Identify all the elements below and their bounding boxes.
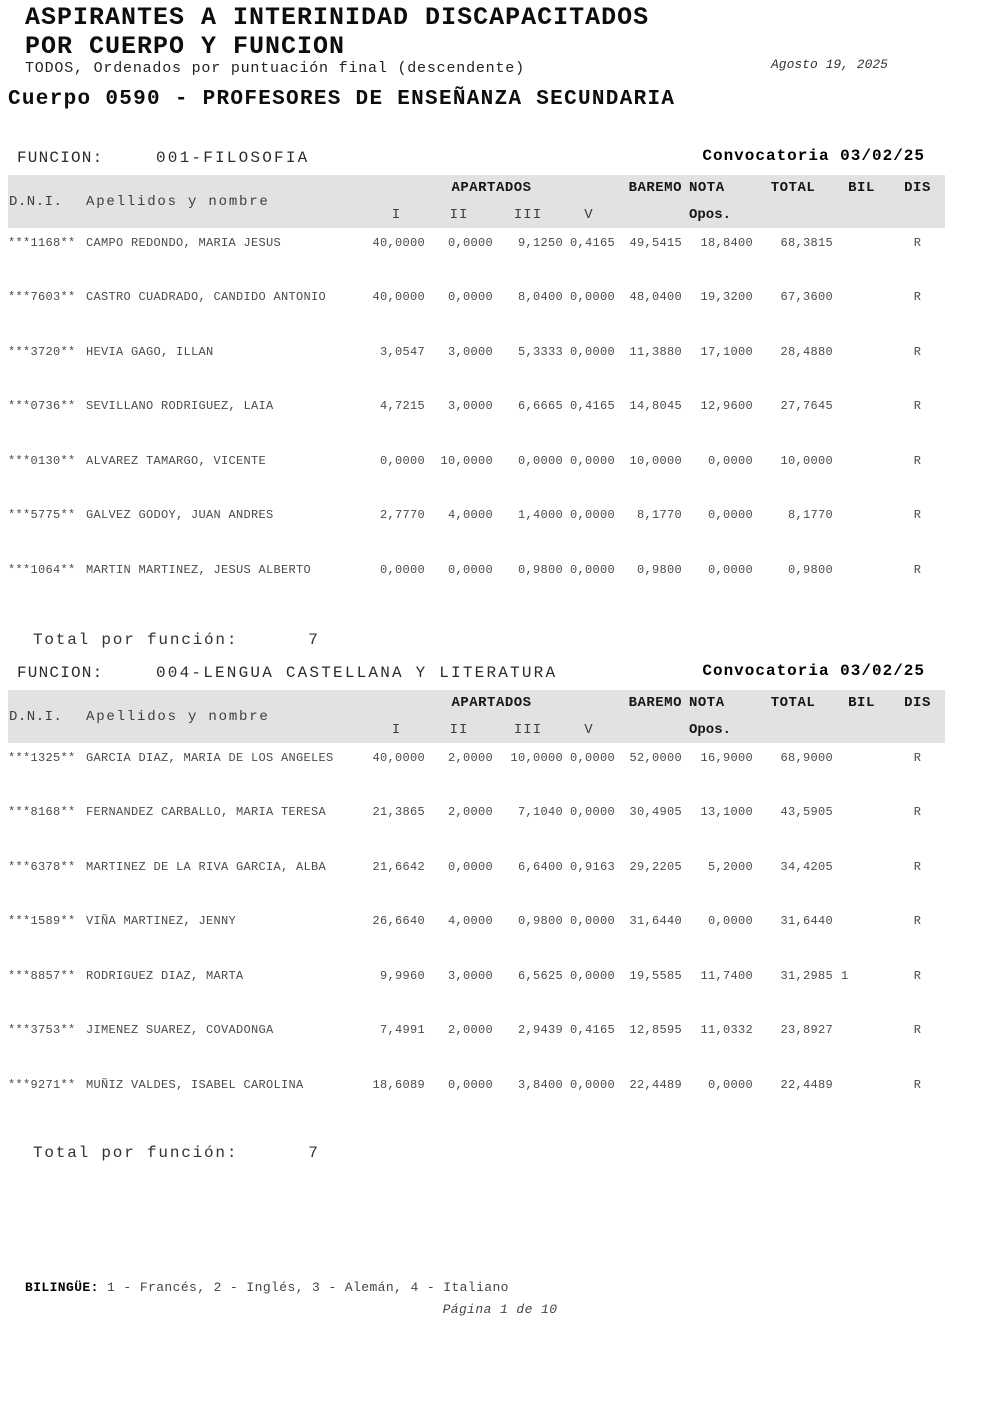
apartado-v-cell: 0,0000 xyxy=(569,453,615,468)
dis-cell: R xyxy=(913,859,922,874)
column-header-iii: III xyxy=(513,206,543,223)
dni-cell: ***3720** xyxy=(8,344,76,359)
baremo-cell: 12,8595 xyxy=(629,1023,682,1038)
total-cell: 68,9000 xyxy=(780,751,833,765)
baremo-cell: 10,0000 xyxy=(629,453,682,468)
table-row xyxy=(8,852,945,906)
name-cell: SEVILLANO RODRIGUEZ, LAIA xyxy=(86,399,274,414)
nota-opos-cell: 11,7400 xyxy=(700,968,753,983)
column-header-apartados: APARTADOS xyxy=(451,695,532,711)
apartado-ii-cell: 0,0000 xyxy=(447,859,493,874)
name-cell: GALVEZ GODOY, JUAN ANDRES xyxy=(86,508,274,523)
dni-cell: ***0130** xyxy=(8,453,76,468)
bil-cell xyxy=(833,914,890,960)
total-cell: 23,8927 xyxy=(780,1023,833,1038)
dni-cell: ***1325** xyxy=(8,751,76,765)
column-header-i: I xyxy=(391,721,402,738)
apartado-i-cell: 40,0000 xyxy=(372,290,425,305)
total-cell: 10,0000 xyxy=(780,453,833,468)
column-header-total: TOTAL xyxy=(770,180,816,196)
apartado-iii-cell: 7,1040 xyxy=(517,805,563,820)
table-row xyxy=(8,337,945,391)
dis-cell: R xyxy=(913,914,922,929)
name-cell: VIÑA MARTINEZ, JENNY xyxy=(86,914,237,929)
nota-opos-cell: 19,3200 xyxy=(700,290,753,305)
table-row xyxy=(8,906,945,960)
page-title-line2: POR CUERPO Y FUNCION xyxy=(25,32,346,61)
apartado-v-cell: 0,4165 xyxy=(569,399,615,414)
apartado-i-cell: 0,0000 xyxy=(379,453,425,468)
name-cell: MARTIN MARTINEZ, JESUS ALBERTO xyxy=(86,562,312,577)
table-body xyxy=(8,743,945,1124)
dni-cell: ***1589** xyxy=(8,914,76,929)
column-header-iii: III xyxy=(513,721,543,738)
apartado-i-cell: 26,6640 xyxy=(372,914,425,929)
page-title-line1: ASPIRANTES A INTERINIDAD DISCAPACITADOS xyxy=(25,3,650,32)
nota-opos-cell: 0,0000 xyxy=(707,508,753,523)
total-por-funcion-1 xyxy=(33,631,320,649)
column-header-v: V xyxy=(584,721,594,738)
table-body xyxy=(8,228,945,609)
apartado-ii-cell: 10,0000 xyxy=(440,453,493,468)
table-row xyxy=(8,500,945,554)
bil-cell xyxy=(833,508,890,554)
column-header-bil: BIL xyxy=(848,695,875,711)
bil-cell xyxy=(833,563,890,609)
dis-cell: R xyxy=(913,805,922,820)
apartado-i-cell: 21,3865 xyxy=(372,805,425,820)
apartado-iii-cell: 2,9439 xyxy=(517,1023,563,1038)
apartado-iii-cell: 10,0000 xyxy=(510,751,563,765)
column-header-opos: Opos. xyxy=(689,721,732,738)
apartado-v-cell: 0,0000 xyxy=(569,562,615,577)
total-cell: 0,9800 xyxy=(787,562,833,577)
name-cell: GARCIA DIAZ, MARIA DE LOS ANGELES xyxy=(86,751,334,765)
nota-opos-cell: 0,0000 xyxy=(707,1077,753,1092)
convocatoria-label: Convocatoria 03/02/25 xyxy=(702,147,925,165)
total-cell: 43,5905 xyxy=(780,805,833,820)
dni-cell: ***0736** xyxy=(8,399,76,414)
baremo-cell: 22,4489 xyxy=(629,1077,682,1092)
apartado-iii-cell: 0,0000 xyxy=(517,453,563,468)
apartado-i-cell: 3,0547 xyxy=(379,344,425,359)
dis-cell: R xyxy=(913,399,922,414)
apartado-i-cell: 40,0000 xyxy=(372,236,425,250)
function-header-line xyxy=(8,660,945,690)
nota-opos-cell: 0,0000 xyxy=(707,453,753,468)
nota-opos-cell: 0,0000 xyxy=(707,562,753,577)
nota-opos-cell: 12,9600 xyxy=(700,399,753,414)
column-header-nota: NOTA xyxy=(689,695,725,711)
apartado-v-cell: 0,0000 xyxy=(569,290,615,305)
bil-cell xyxy=(833,1023,890,1069)
dni-cell: ***8168** xyxy=(8,805,76,820)
bil-cell xyxy=(833,860,890,906)
baremo-cell: 30,4905 xyxy=(629,805,682,820)
apartado-i-cell: 2,7770 xyxy=(379,508,425,523)
table-row xyxy=(8,797,945,851)
column-header-opos: Opos. xyxy=(689,206,732,223)
column-header-name: Apellidos y nombre xyxy=(86,708,270,725)
apartado-v-cell: 0,4165 xyxy=(569,1023,615,1038)
total-cell: 27,7645 xyxy=(780,399,833,414)
column-header-dni: D.N.I. xyxy=(9,193,63,210)
nota-opos-cell: 17,1000 xyxy=(700,344,753,359)
funcion-name: 001-FILOSOFIA xyxy=(156,149,310,167)
dni-cell: ***9271** xyxy=(8,1077,76,1092)
dis-cell: R xyxy=(913,1023,922,1038)
dni-cell: ***8857** xyxy=(8,968,76,983)
dis-cell: R xyxy=(913,562,922,577)
bil-cell xyxy=(833,290,890,336)
table-row xyxy=(8,391,945,445)
nota-opos-cell: 0,0000 xyxy=(707,914,753,929)
apartado-i-cell: 18,6089 xyxy=(372,1077,425,1092)
baremo-cell: 29,2205 xyxy=(629,859,682,874)
table-row xyxy=(8,1015,945,1069)
total-value: 7 xyxy=(308,1144,320,1162)
apartado-ii-cell: 0,0000 xyxy=(447,1077,493,1092)
total-cell: 68,3815 xyxy=(780,236,833,250)
apartado-iii-cell: 3,8400 xyxy=(517,1077,563,1092)
apartado-ii-cell: 0,0000 xyxy=(447,236,493,250)
apartado-v-cell: 0,4165 xyxy=(569,236,615,250)
baremo-cell: 49,5415 xyxy=(629,236,682,250)
table-row xyxy=(8,555,945,609)
apartado-i-cell: 7,4991 xyxy=(379,1023,425,1038)
apartado-ii-cell: 3,0000 xyxy=(447,344,493,359)
table-row xyxy=(8,282,945,336)
dni-cell: ***7603** xyxy=(8,290,76,305)
dis-cell: R xyxy=(913,508,922,523)
dni-cell: ***5775** xyxy=(8,508,76,523)
bilingue-label: BILINGÜE: xyxy=(25,1280,99,1295)
apartado-ii-cell: 3,0000 xyxy=(447,399,493,414)
baremo-cell: 0,9800 xyxy=(636,562,682,577)
apartado-iii-cell: 5,3333 xyxy=(517,344,563,359)
bilingue-text: 1 - Francés, 2 - Inglés, 3 - Alemán, 4 - Italiano xyxy=(107,1280,509,1295)
apartado-iii-cell: 6,5625 xyxy=(517,968,563,983)
column-header-i: I xyxy=(391,206,402,223)
table-row xyxy=(8,961,945,1015)
nota-opos-cell: 13,1000 xyxy=(700,805,753,820)
baremo-cell: 19,5585 xyxy=(629,968,682,983)
table-header xyxy=(8,690,945,743)
nota-opos-cell: 11,0332 xyxy=(700,1023,753,1038)
column-header-nota: NOTA xyxy=(689,180,725,196)
name-cell: HEVIA GAGO, ILLAN xyxy=(86,344,214,359)
document-date: Agosto 19, 2025 xyxy=(770,57,888,72)
bil-cell: 1 xyxy=(841,968,849,983)
dis-cell: R xyxy=(913,968,922,983)
total-cell: 22,4489 xyxy=(780,1077,833,1092)
page-number: Página 1 de 10 xyxy=(442,1302,558,1317)
cuerpo-heading: Cuerpo 0590 - PROFESORES DE ENSEÑANZA SECUNDARIA xyxy=(8,88,676,111)
name-cell: MARTINEZ DE LA RIVA GARCIA, ALBA xyxy=(86,859,327,874)
bil-cell xyxy=(833,236,890,282)
table-row xyxy=(8,1070,945,1124)
apartado-v-cell: 0,0000 xyxy=(569,751,615,765)
table-row xyxy=(8,446,945,500)
total-label: Total por función: xyxy=(33,631,239,649)
column-header-bil: BIL xyxy=(848,180,875,196)
apartado-i-cell: 21,6642 xyxy=(372,859,425,874)
function-section-filosofia xyxy=(8,145,945,609)
bil-cell xyxy=(833,399,890,445)
column-header-dis: DIS xyxy=(904,180,931,196)
baremo-cell: 31,6440 xyxy=(629,914,682,929)
name-cell: FERNANDEZ CARBALLO, MARIA TERESA xyxy=(86,805,327,820)
bil-cell xyxy=(833,805,890,851)
funcion-name: 004-LENGUA CASTELLANA Y LITERATURA xyxy=(156,664,558,682)
apartado-ii-cell: 4,0000 xyxy=(447,508,493,523)
table-header xyxy=(8,175,945,228)
bil-cell xyxy=(833,751,890,797)
function-header-line xyxy=(8,145,945,175)
name-cell: RODRIGUEZ DIAZ, MARTA xyxy=(86,968,244,983)
total-cell: 31,2985 xyxy=(780,968,833,983)
apartado-i-cell: 0,0000 xyxy=(379,562,425,577)
apartado-v-cell: 0,0000 xyxy=(569,508,615,523)
apartado-v-cell: 0,0000 xyxy=(569,1077,615,1092)
apartado-ii-cell: 2,0000 xyxy=(447,751,493,765)
name-cell: JIMENEZ SUAREZ, COVADONGA xyxy=(86,1023,274,1038)
total-cell: 34,4205 xyxy=(780,859,833,874)
column-header-ii: II xyxy=(449,721,469,738)
dis-cell: R xyxy=(913,1077,922,1092)
apartado-iii-cell: 0,9800 xyxy=(517,914,563,929)
dis-cell: R xyxy=(913,453,922,468)
apartado-ii-cell: 0,0000 xyxy=(447,562,493,577)
baremo-cell: 8,1770 xyxy=(636,508,682,523)
dni-cell: ***6378** xyxy=(8,859,76,874)
column-header-baremo: BAREMO xyxy=(628,695,682,711)
dni-cell: ***1168** xyxy=(8,236,76,250)
column-header-v: V xyxy=(584,206,594,223)
apartado-iii-cell: 1,4000 xyxy=(517,508,563,523)
total-cell: 31,6440 xyxy=(780,914,833,929)
convocatoria-label: Convocatoria 03/02/25 xyxy=(702,662,925,680)
name-cell: CAMPO REDONDO, MARIA JESUS xyxy=(86,236,282,250)
apartado-i-cell: 4,7215 xyxy=(379,399,425,414)
funcion-label: FUNCION: xyxy=(17,664,104,682)
total-label: Total por función: xyxy=(33,1144,239,1162)
bil-cell xyxy=(833,454,890,500)
apartado-iii-cell: 8,0400 xyxy=(517,290,563,305)
total-cell: 67,3600 xyxy=(780,290,833,305)
apartado-ii-cell: 2,0000 xyxy=(447,1023,493,1038)
baremo-cell: 14,8045 xyxy=(629,399,682,414)
column-header-total: TOTAL xyxy=(770,695,816,711)
nota-opos-cell: 18,8400 xyxy=(700,236,753,250)
table-row xyxy=(8,743,945,797)
column-header-dni: D.N.I. xyxy=(9,708,63,725)
bil-cell xyxy=(833,345,890,391)
bil-cell xyxy=(833,1078,890,1124)
apartado-iii-cell: 0,9800 xyxy=(517,562,563,577)
apartado-ii-cell: 0,0000 xyxy=(447,290,493,305)
nota-opos-cell: 16,9000 xyxy=(700,751,753,765)
apartado-iii-cell: 9,1250 xyxy=(517,236,563,250)
dis-cell: R xyxy=(913,344,922,359)
apartado-v-cell: 0,0000 xyxy=(569,968,615,983)
dis-cell: R xyxy=(913,751,922,765)
column-header-dis: DIS xyxy=(904,695,931,711)
column-header-name: Apellidos y nombre xyxy=(86,193,270,210)
apartado-v-cell: 0,0000 xyxy=(569,805,615,820)
apartado-iii-cell: 6,6400 xyxy=(517,859,563,874)
apartado-ii-cell: 2,0000 xyxy=(447,805,493,820)
total-cell: 28,4880 xyxy=(780,344,833,359)
total-cell: 8,1770 xyxy=(787,508,833,523)
table-row xyxy=(8,228,945,282)
baremo-cell: 52,0000 xyxy=(629,751,682,765)
dis-cell: R xyxy=(913,290,922,305)
apartado-iii-cell: 6,6665 xyxy=(517,399,563,414)
apartado-ii-cell: 4,0000 xyxy=(447,914,493,929)
name-cell: MUÑIZ VALDES, ISABEL CAROLINA xyxy=(86,1077,304,1092)
apartado-v-cell: 0,0000 xyxy=(569,914,615,929)
apartado-i-cell: 40,0000 xyxy=(372,751,425,765)
apartado-v-cell: 0,9163 xyxy=(569,859,615,874)
sort-subtitle: TODOS, Ordenados por puntuación final (descendente) xyxy=(25,60,525,77)
funcion-label: FUNCION: xyxy=(17,149,104,167)
dni-cell: ***3753** xyxy=(8,1023,76,1038)
apartado-ii-cell: 3,0000 xyxy=(447,968,493,983)
baremo-cell: 11,3880 xyxy=(629,344,682,359)
nota-opos-cell: 5,2000 xyxy=(707,859,753,874)
name-cell: CASTRO CUADRADO, CANDIDO ANTONIO xyxy=(86,290,327,305)
name-cell: ALVAREZ TAMARGO, VICENTE xyxy=(86,453,267,468)
total-por-funcion-2 xyxy=(33,1144,320,1162)
column-header-apartados: APARTADOS xyxy=(451,180,532,196)
apartado-i-cell: 9,9960 xyxy=(379,968,425,983)
baremo-cell: 48,0400 xyxy=(629,290,682,305)
dni-cell: ***1064** xyxy=(8,562,76,577)
bilingue-legend xyxy=(25,1280,509,1295)
apartado-v-cell: 0,0000 xyxy=(569,344,615,359)
dis-cell: R xyxy=(913,236,922,250)
column-header-ii: II xyxy=(449,206,469,223)
function-section-lengua xyxy=(8,660,945,1124)
total-value: 7 xyxy=(308,631,320,649)
column-header-baremo: BAREMO xyxy=(628,180,682,196)
